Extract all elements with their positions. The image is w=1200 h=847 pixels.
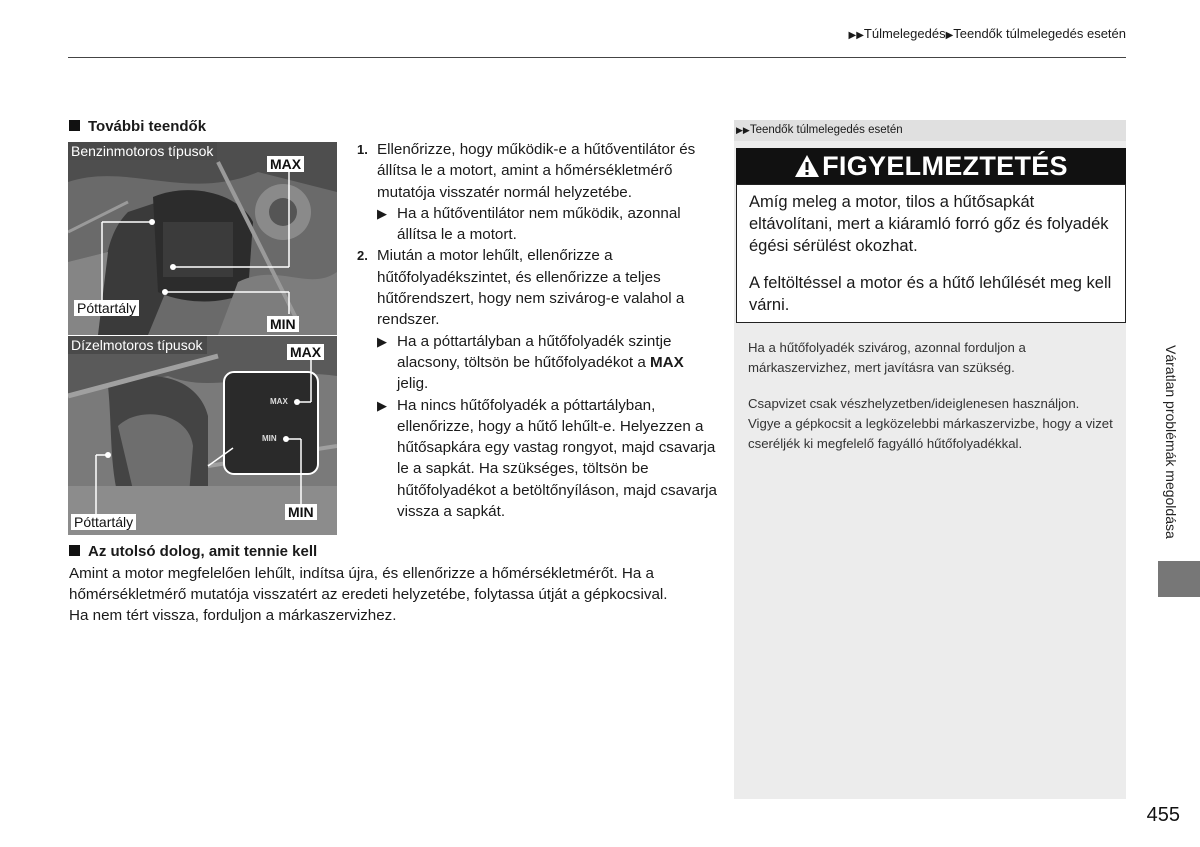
step-item (357, 245, 717, 330)
inset-min-mark: MIN (262, 434, 277, 443)
subitem-text: Ha a póttartályban a hűtőfolyadék szintje alacsony, töltsön be hűtőfolyadékot a (397, 332, 672, 371)
breadcrumb-item[interactable]: Túlmelegedés (863, 26, 946, 41)
double-arrow-icon: ▶▶ (848, 30, 864, 41)
step-text: Ellenőrizze, hogy működik-e a hűtőventilátor és állítsa le a motort, amint a hőmérsékletmérő mutatója visszatér normál helyzetébe. (377, 141, 696, 201)
square-bullet-icon (69, 545, 80, 556)
section-heading (69, 543, 317, 560)
tank-label: Póttartály (71, 514, 136, 530)
side-notes (748, 338, 1114, 470)
page-number: 455 (1146, 804, 1180, 826)
petrol-engine-photo (68, 142, 337, 335)
diesel-engine-photo (68, 336, 337, 535)
warning-text: A feltöltéssel a motor és a hűtő lehűlését meg kell várni. (749, 274, 1112, 314)
step-text: Miután a motor lehűlt, ellenőrizze a hűtőfolyadékszintet, és ellenőrizze a teljes hűtőrendszert, hogy nem szivárog-e valahol a rendszer. (377, 247, 685, 329)
subitem-text: Ha a hűtőventilátor nem működik, azonnal állítsa le a motort. (397, 204, 681, 244)
step-subitem (357, 331, 717, 395)
max-label: MAX (267, 156, 304, 172)
min-label: MIN (285, 504, 317, 520)
breadcrumb-item[interactable]: Teendők túlmelegedés esetén (953, 26, 1126, 41)
tank-label: Póttartály (74, 300, 139, 316)
warning-box (736, 184, 1126, 323)
inset-max-mark: MAX (270, 397, 288, 406)
triangle-bullet-icon: ▶ (377, 397, 387, 413)
chapter-tab (1158, 561, 1200, 597)
warning-text: Amíg meleg a motor, tilos a hűtősapkát eltávolítani, mert a kiáramló forró gőz és folyadék égési sérülést okozhat. (749, 193, 1109, 255)
warning-banner (736, 148, 1126, 184)
double-arrow-icon: ▶▶ (736, 125, 750, 135)
arrow-icon: ▶ (945, 30, 954, 41)
note-text: Ha a hűtőfolyadék szivárog, azonnal forduljon a márkaszervizhez, mert javításra van szükség. (748, 340, 1026, 375)
warning-title: FIGYELMEZTETÉS (822, 151, 1068, 181)
instruction-steps (357, 139, 717, 522)
breadcrumb (849, 26, 1126, 41)
triangle-bullet-icon: ▶ (377, 205, 387, 221)
subitem-text: Ha nincs hűtőfolyadék a póttartályban, ellenőrizze, hogy a hűtő lehűlt-e. Helyezzen a hűtősapkára egy vastag rongyot, majd csavarja le a sapkát. Ha szükséges, töltsön be hűtőfolyadékot a betöltőnyíláson, majd csavarja vissza a sapkát. (397, 396, 717, 521)
section-title: További teendők (88, 118, 207, 135)
max-label: MAX (287, 344, 324, 360)
side-panel-header (734, 120, 1126, 141)
chapter-label: Váratlan problémák megoldása (1163, 345, 1179, 539)
min-label: MIN (267, 316, 299, 332)
photo-caption: Benzinmotoros típusok (68, 142, 217, 160)
side-panel (734, 120, 1126, 799)
square-bullet-icon (69, 120, 80, 131)
section-heading (69, 118, 206, 135)
final-paragraph: Amint a motor megfelelően lehűlt, indítsa újra, és ellenőrizze a hőmérsékletmérőt. Ha a hőmérsékletmérő mutatója visszatért az eredeti helyzetébe, folytassa útját a gépkocsival. Ha nem tért vissza, forduljon a márkaszervizhez. (69, 565, 668, 624)
warning-triangle-icon (794, 154, 820, 178)
subitem-text-tail: jelig. (397, 375, 429, 393)
photo-caption: Dízelmotoros típusok (68, 336, 207, 354)
max-emphasis: MAX (650, 353, 684, 371)
header-divider (68, 57, 1126, 58)
triangle-bullet-icon: ▶ (377, 333, 387, 349)
step-item (357, 139, 717, 203)
step-number: 2. (357, 248, 368, 264)
note-text: Csapvizet csak vészhelyzetben/ideiglenesen használjon. Vigye a gépkocsit a legközelebbi márkaszervizbe, hogy a vizet cseréljék ki megfelelő fagyálló hűtőfolyadékkal. (748, 396, 1113, 451)
step-number: 1. (357, 142, 368, 157)
step-subitem (357, 203, 717, 246)
section-title: Az utolsó dolog, amit tennie kell (88, 543, 318, 560)
step-subitem (357, 395, 717, 523)
side-panel-title: Teendők túlmelegedés esetén (749, 124, 903, 136)
